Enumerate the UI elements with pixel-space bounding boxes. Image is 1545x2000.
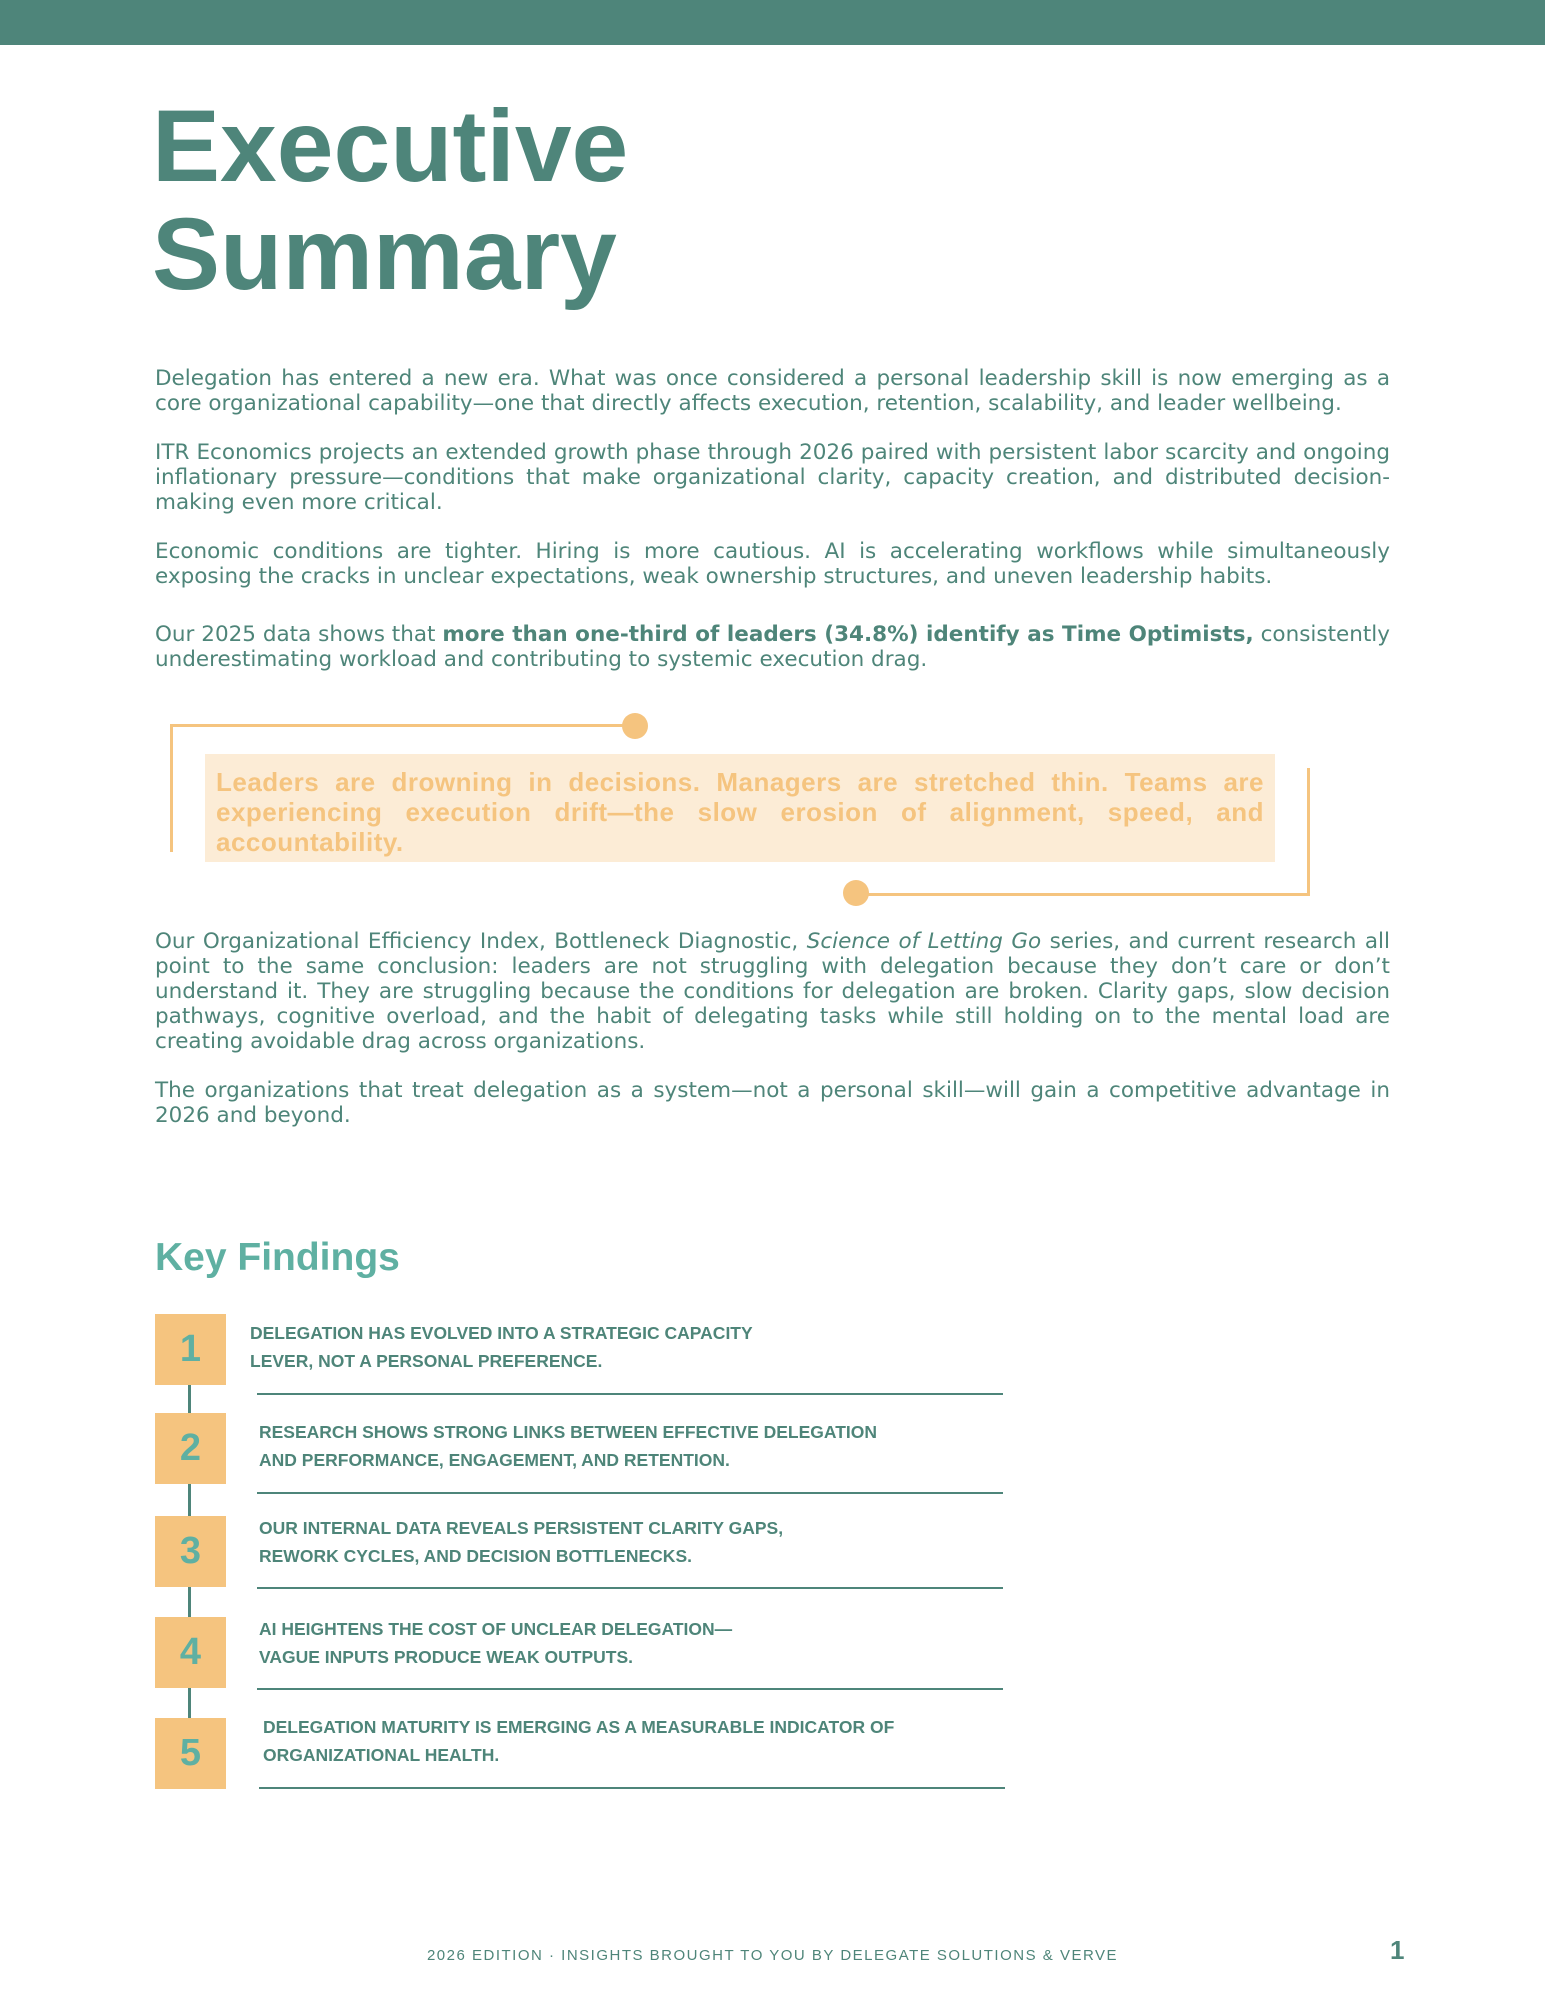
- finding-text-3: [259, 1514, 783, 1570]
- callout-top-line: [170, 724, 635, 727]
- top-header-bar: [0, 0, 1545, 45]
- footer-text: 2026 EDITION · INSIGHTS BROUGHT TO YOU BY DELEGATE SOLUTIONS & VERVE: [426, 1947, 1119, 1964]
- finding-text-1: [250, 1319, 753, 1375]
- data-paragraph-start: Our 2025 data shows that: [155, 622, 443, 647]
- finding-3-line-2: REWORK CYCLES, AND DECISION BOTTLENECKS.: [259, 1546, 692, 1566]
- finding-2-line-2: AND PERFORMANCE, ENGAGEMENT, AND RETENTION.: [259, 1450, 730, 1470]
- callout-left-line: [170, 724, 173, 852]
- economics-paragraph: ITR Economics projects an extended growth phase through 2026 paired with persistent labor scarcity and ongoing inflationary pressure—conditions that make organizational clarity, capacity creation, and distributed decision-making even more critical.: [155, 440, 1390, 515]
- research-paragraph-end: series, and current research all point to the same conclusion: leaders are not struggling with delegation because they don’t care or don’t understand it. They are struggling because the conditions for delegation are broken. Clarity gaps, slow decision pathways, cognitive overload, and the habit of delegating tasks while still holding on to the mental load are creating avoidable drag across organizations.: [155, 929, 1390, 1054]
- finding-4-line-1: AI HEIGHTENS THE COST OF UNCLEAR DELEGATION—: [259, 1619, 733, 1639]
- finding-rule-3: [257, 1587, 1003, 1589]
- finding-number-4: 4: [155, 1617, 226, 1688]
- finding-rule-4: [257, 1688, 1003, 1690]
- conditions-paragraph: Economic conditions are tighter. Hiring is more cautious. AI is accelerating workflows while simultaneously exposing the cracks in unclear expectations, weak ownership structures, and uneven leadership habits.: [155, 539, 1390, 589]
- data-paragraph-highlight: more than one-third of leaders (34.8%) identify as Time Optimists,: [442, 622, 1254, 647]
- conclusion-paragraph: The organizations that treat delegation as a system—not a personal skill—will gain a competitive advantage in 2026 and beyond.: [155, 1078, 1390, 1128]
- finding-text-4: [259, 1615, 732, 1671]
- callout-top-dot: [622, 713, 648, 739]
- key-findings-title: Key Findings: [155, 1236, 400, 1279]
- finding-2-line-1: RESEARCH SHOWS STRONG LINKS BETWEEN EFFECTIVE DELEGATION: [259, 1422, 878, 1442]
- finding-3-line-1: OUR INTERNAL DATA REVEALS PERSISTENT CLARITY GAPS,: [259, 1518, 784, 1538]
- finding-number-2: 2: [155, 1413, 226, 1484]
- page-title: [152, 89, 629, 311]
- finding-number-1: 1: [155, 1314, 226, 1385]
- finding-1-line-2: LEVER, NOT A PERSONAL PREFERENCE.: [250, 1351, 603, 1371]
- research-paragraph: [155, 929, 1390, 1054]
- data-paragraph-end: consistently underestimating workload and contributing to systemic execution drag.: [155, 622, 1390, 672]
- finding-4-line-2: VAGUE INPUTS PRODUCE WEAK OUTPUTS.: [259, 1647, 634, 1667]
- finding-number-5: 5: [155, 1718, 226, 1789]
- callout-right-line: [1307, 768, 1310, 896]
- finding-text-5: [263, 1713, 894, 1769]
- finding-5-line-2: ORGANIZATIONAL HEALTH.: [263, 1745, 500, 1765]
- finding-5-line-1: DELEGATION MATURITY IS EMERGING AS A MEASURABLE INDICATOR OF: [263, 1717, 895, 1737]
- callout-bottom-dot: [843, 880, 869, 906]
- series-title: Science of Letting Go: [806, 929, 1042, 954]
- callout-bottom-line: [856, 893, 1310, 896]
- callout-box: [205, 754, 1275, 862]
- finding-1-line-1: DELEGATION HAS EVOLVED INTO A STRATEGIC CAPACITY: [250, 1323, 753, 1343]
- title-line-2: Summary: [152, 197, 617, 311]
- callout-text: Leaders are drowning in decisions. Managers are stretched thin. Teams are experiencing execution drift—the slow erosion of alignment, speed, and accountability.: [216, 767, 1264, 857]
- title-line-1: Executive: [152, 89, 629, 203]
- data-paragraph: [155, 622, 1390, 672]
- finding-number-3: 3: [155, 1516, 226, 1587]
- intro-paragraph: Delegation has entered a new era. What was once considered a personal leadership skill is now emerging as a core organizational capability—one that directly affects execution, retention, scalability, and leader wellbeing.: [155, 366, 1390, 416]
- research-paragraph-start: Our Organizational Efficiency Index, Bottleneck Diagnostic,: [155, 929, 807, 954]
- finding-rule-1: [257, 1393, 1003, 1395]
- page-number: 1: [1390, 1935, 1405, 1965]
- finding-rule-2: [257, 1492, 1003, 1494]
- finding-text-2: [259, 1418, 877, 1474]
- finding-rule-5: [259, 1787, 1005, 1789]
